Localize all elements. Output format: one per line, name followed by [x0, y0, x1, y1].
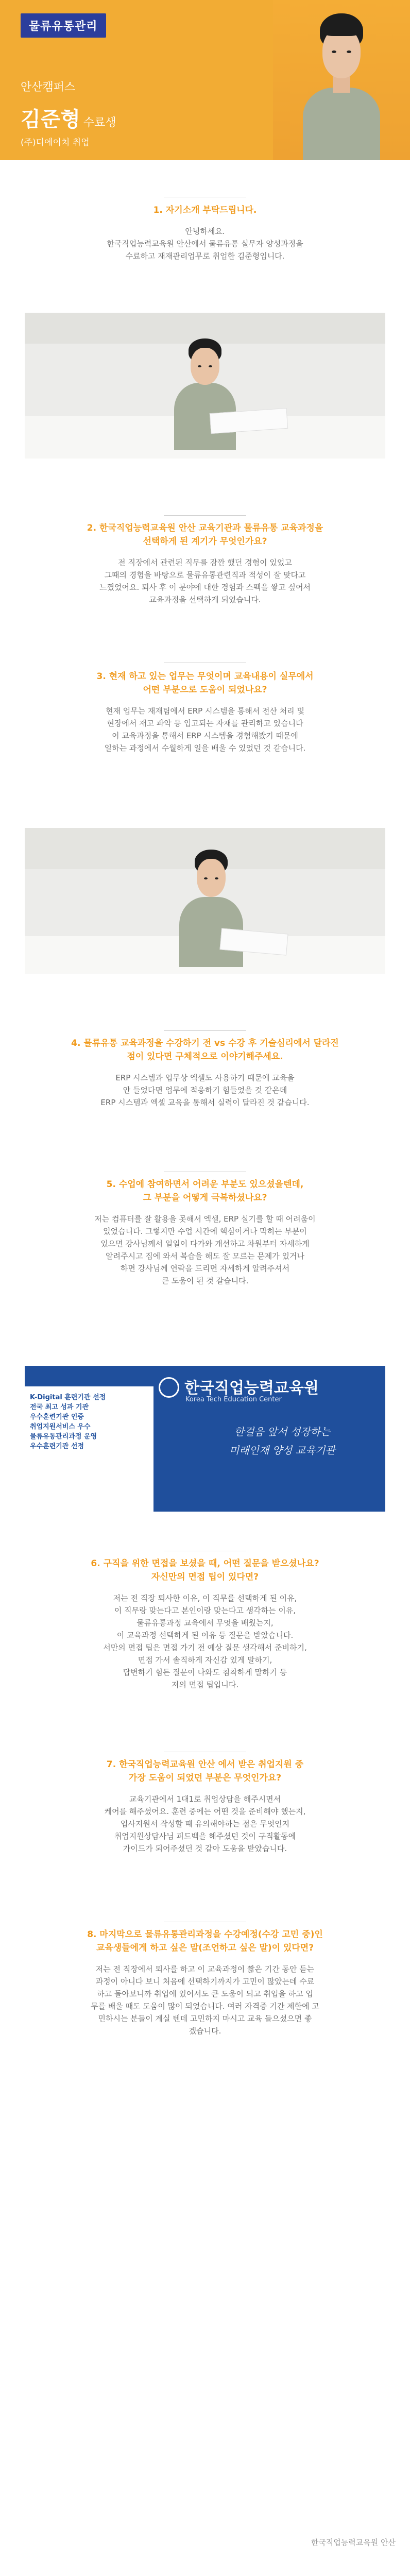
portrait-person — [303, 10, 380, 160]
interview-photo-2 — [25, 828, 385, 974]
name-row — [21, 103, 116, 132]
answer-1: 안녕하세요. 한국직업능력교육원 안산에서 물류유통 실무자 양성과정을 수료하고 재재관리업무로 취업한 김준형입니다. — [107, 227, 303, 261]
answer-2: 전 직장에서 관련된 직무를 잠깐 했던 경험이 있었고 그때의 경험을 바탕으로 물류유통관련직과 적성이 잘 맞다고 느꼈었어요. 퇴사 후 이 분야에 대한 경험과 스펙을 쌓고 싶어서 교육과정을 선택하게 되었습니다. — [99, 558, 311, 604]
profile-header — [0, 0, 410, 160]
employer-label: (주)디에이치 취업 — [21, 138, 90, 148]
footer-credit: 한국직업능력교육원 안산 — [311, 2538, 396, 2547]
qa-section-2 — [0, 521, 410, 606]
answer-4: ERP 시스템과 업무상 엑셀도 사용하기 때문에 교육을 안 들었다면 업무에 적응하기 힘들었을 것 같은데 ERP 시스템과 엑셀 교육을 통해서 실력이 달라진 것 같습니다. — [100, 1073, 310, 1107]
qa-section-6 — [0, 1557, 410, 1691]
question-3: 3. 현재 하고 있는 업무는 무엇이며 교육내용이 실무에서 어떤 부분으로 도움이 되었나요? — [96, 671, 314, 695]
divider-line — [164, 515, 246, 516]
answer-6: 저는 전 직장 퇴사한 이유, 이 직무를 선택하게 된 이유, 이 직무랑 맞는다고 본인이랑 맞는다고 생각하는 이유, 물류유통과정 교육에서 무엇을 배웠는지, 이 교육과정 선택하게 된 이유 등 질문을 받았습니다. 서만의 면접 팁은 면접 가기 전 예상 질문 생각해서 준비하기, 면접 가서 솔직하게 자신감 있게 말하기, 답변하기 힘든 질문이 나와도 침착하게 말하기 등 저의 면접 팁입니다. — [103, 1594, 307, 1689]
question-8: 8. 마지막으로 물류유통관리과정을 수강예정(수강 고민 중)인 교육생들에게 하고 싶은 말(조언하고 싶은 말)이 있다면? — [87, 1929, 323, 1953]
person-at-desk — [174, 337, 236, 451]
qa-section-8 — [0, 1928, 410, 2037]
header-portrait-photo — [273, 0, 410, 160]
answer-5: 저는 컴퓨터를 잘 활용을 못해서 엑셀, ERP 실기를 할 때 어려움이 있었습니다. 그렇지만 수업 시간에 핵심이거나 막히는 부분이 있으면 강사님께서 일일이 다가와 개선하고 차원부터 자세하게 알려주시고 집에 와서 복습을 해도 잘 모르는 문제가 있거나 하면 강사님께 연락을 드리면 자세하게 알려주셔서 큰 도움이 된 것 같습니다. — [94, 1214, 316, 1285]
divider-line — [164, 1030, 246, 1031]
campus-label: 안산캠퍼스 — [21, 81, 76, 94]
answer-8: 저는 전 직장에서 퇴사를 하고 이 교육과정이 짧은 기간 동안 듣는 과정이 아니다 보니 처음에 선택하기까지가 고민이 많았는데 수료 하고 돌아보니까 취업에 있어서도 큰 도움이 되고 취업을 하고 업 무를 배울 때도 도움이 많이 되었습니다. 여러 자격증 기간 제한에 고 민하시는 분들이 계실 텐데 고민하지 마시고 교육 들으셨으면 좋 겠습니다. — [91, 1964, 319, 2036]
course-tag: 물류유통관리 — [21, 13, 106, 38]
question-2: 2. 한국직업능력교육원 안산 교육기관과 물류유통 교육과정을 선택하게 된 계기가 무엇인가요? — [87, 523, 323, 547]
question-4: 4. 물류유통 교육과정을 수강하기 전 vs 수강 후 기술심리에서 달라진 점이 있다면 구체적으로 이야기해주세요. — [71, 1038, 339, 1062]
answer-7: 교육기관에서 1대1로 취업상담을 해주시면서 케어를 해주셨어요. 훈련 중에는 어떤 것을 준비해야 했는지, 입사지원서 작성할 때 유의해야하는 점은 무엇인지 취업지원상담사님 피드백을 해주셨던 것이 구직활동에 가이드가 되어주셨던 것 같아 도움을 받았습니다. — [104, 1794, 306, 1853]
question-6: 6. 구직을 위한 면접을 보셨을 때, 어떤 질문을 받으셨나요? 자신만의 면접 팁이 있다면? — [91, 1558, 319, 1582]
qa-section-5 — [0, 1178, 410, 1287]
qa-section-3 — [0, 670, 410, 754]
answer-3: 현재 업무는 재재팀에서 ERP 시스템을 통해서 전산 처리 및 현장에서 재고 파악 등 입고되는 자재를 관리하고 있습니다 이 교육과정을 통해서 ERP 시스템을 경험해봤기 때문에 일하는 과정에서 수월하게 일을 배울 수 있었던 것 같습니다. — [104, 706, 306, 753]
question-5: 5. 수업에 참여하면서 어려운 부분도 있으셨을텐데, 그 부분을 어떻게 극복하셨나요? — [106, 1179, 304, 1203]
qa-section-4 — [0, 1037, 410, 1109]
interview-photo-1 — [25, 313, 385, 459]
slogan: 한걸음 앞서 성장하는 미래인재 양성 교육기관 — [229, 1426, 335, 1456]
institute-sign-photo — [25, 1366, 385, 1512]
institute-name-en: Korea Tech Education Center — [185, 1396, 282, 1403]
qa-section-1 — [0, 204, 410, 262]
question-1: 1. 자기소개 부탁드립니다. — [153, 205, 257, 215]
institute-name: 한국직업능력교육원 — [184, 1379, 319, 1397]
logo-icon — [159, 1377, 179, 1398]
student-name: 김준형 — [21, 108, 80, 131]
student-role: 수료생 — [83, 116, 116, 129]
qa-section-7 — [0, 1758, 410, 1855]
question-7: 7. 한국직업능력교육원 안산 에서 받은 취업지원 중 가장 도움이 되었던 부분은 무엇인가요? — [106, 1759, 304, 1783]
notice-board: K-Digital 훈련기관 선정 전국 최고 성과 기관 우수훈련기관 인증 취업지원서비스 우수 물류유통관리과정 운영 우수훈련기관 선정 — [25, 1386, 153, 1512]
